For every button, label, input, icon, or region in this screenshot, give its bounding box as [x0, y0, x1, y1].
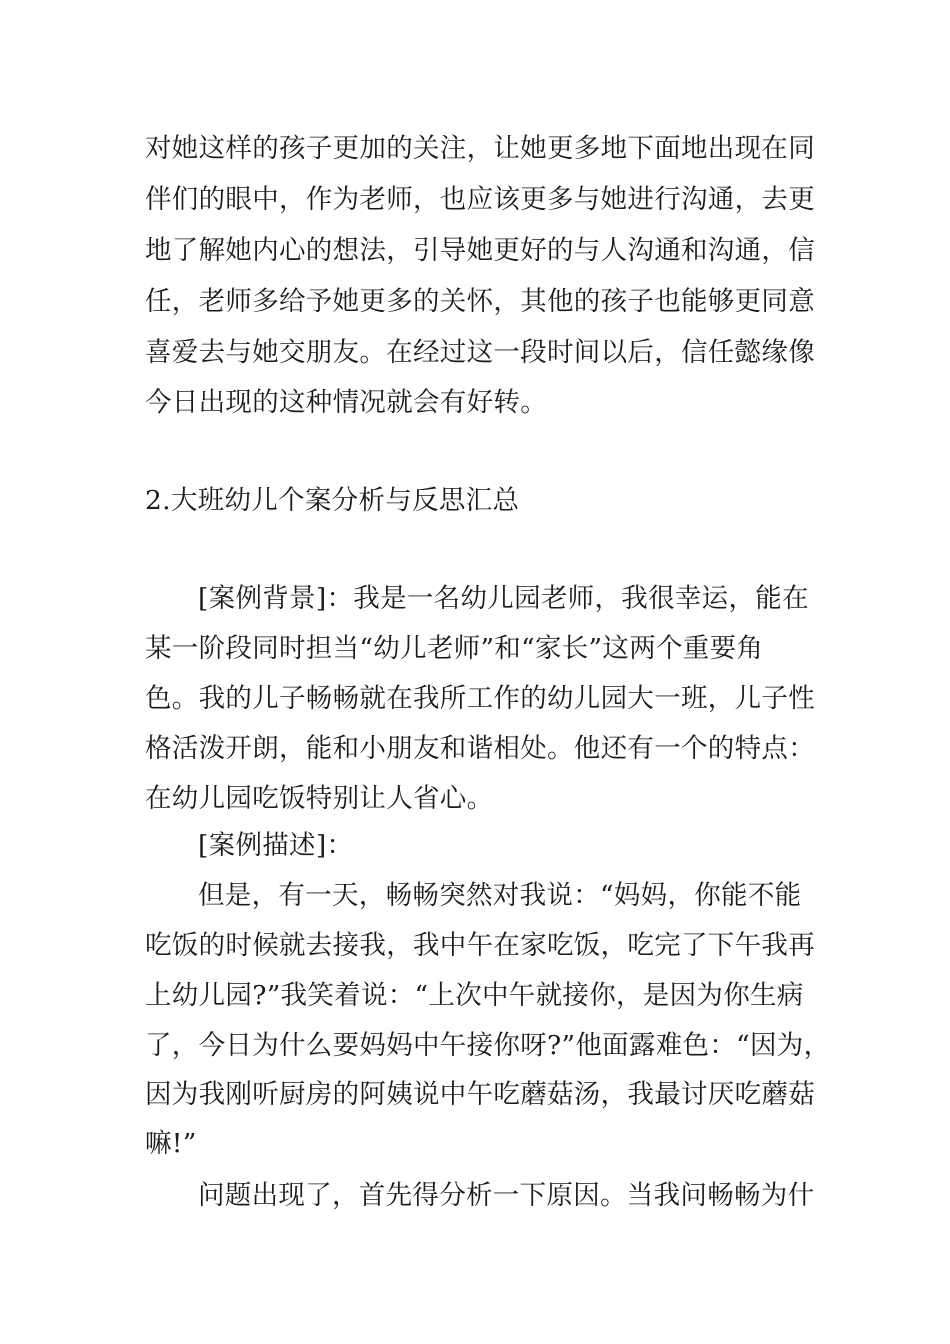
paragraph-line: 问题出现了，首先得分析一下原因。当我问畅畅为什 [198, 1180, 815, 1211]
paragraph-line: 喜爱去与她交朋友。在经过这一段时间以后，信任懿缘像 [145, 337, 815, 368]
paragraph-line: 某一阶段同时担当“幼儿老师”和“家长”这两个重要角 [145, 633, 764, 664]
paragraph-line: 在幼儿园吃饭特别让人省心。 [145, 783, 494, 814]
paragraph-line: 色。我的儿子畅畅就在我所工作的幼儿园大一班，儿子性 [145, 683, 815, 714]
paragraph-line: 嘛!” [145, 1128, 197, 1159]
section-heading: 2.大班幼儿个案分析与反思汇总 [145, 485, 520, 516]
paragraph-line: [案例背景]：我是一名幼儿园老师，我很幸运，能在 [198, 583, 809, 614]
paragraph-line: 吃饭的时候就去接我，我中午在家吃饭，吃完了下午我再 [145, 930, 815, 961]
paragraph-line: 因为我刚听厨房的阿姨说中午吃蘑菇汤，我最讨厌吃蘑菇 [145, 1079, 815, 1110]
paragraph-line: 上幼儿园?”我笑着说：“上次中午就接你，是因为你生病 [145, 980, 804, 1011]
paragraph-line: 了，今日为什么要妈妈中午接你呀?”他面露难色：“因为， [145, 1030, 831, 1061]
paragraph-line: 伴们的眼中，作为老师，也应该更多与她进行沟通，去更 [145, 184, 815, 215]
paragraph-line: [案例描述]： [198, 830, 354, 861]
paragraph-line: 格活泼开朗，能和小朋友和谐相处。他还有一个的特点： [145, 733, 815, 764]
paragraph-line: 但是，有一天，畅畅突然对我说：“妈妈，你能不能 [198, 880, 802, 911]
paragraph-line: 任，老师多给予她更多的关怀，其他的孩子也能够更同意 [145, 286, 815, 317]
paragraph-line: 地了解她内心的想法，引导她更好的与人沟通和沟通，信 [145, 235, 815, 266]
paragraph-line: 今日出现的这种情况就会有好转。 [145, 387, 547, 418]
paragraph-line: 对她这样的孩子更加的关注，让她更多地下面地出现在同 [145, 133, 815, 164]
